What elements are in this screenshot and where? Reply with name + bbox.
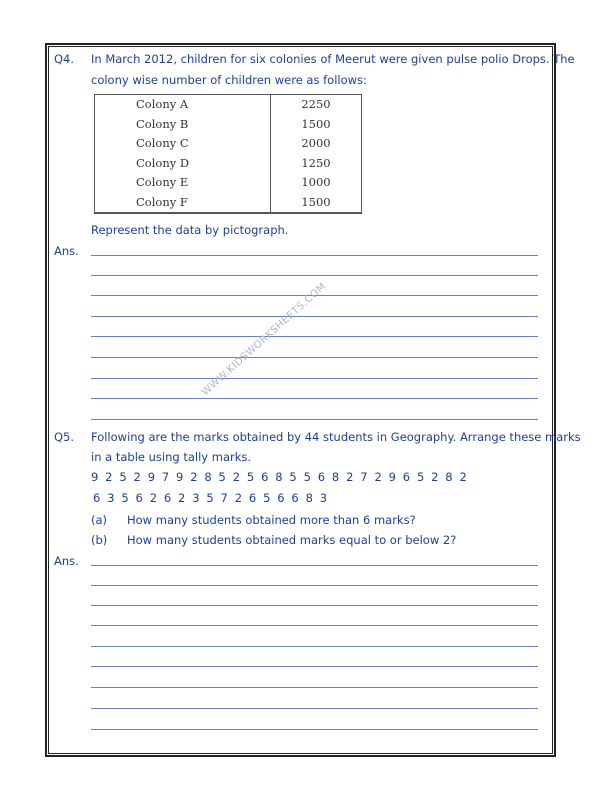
children-count-cell: 2250 — [301, 97, 331, 112]
table-row — [95, 115, 362, 135]
table-row — [95, 193, 362, 214]
q5-data-row1: 9 2 5 2 9 7 9 2 8 5 2 5 6 8 5 5 6 8 2 7 2 9 6 5 2 8 2 — [91, 470, 469, 484]
answer-line — [91, 585, 538, 586]
answer-line — [91, 336, 538, 337]
colony-table — [94, 94, 362, 214]
children-count-cell: 1250 — [301, 155, 331, 170]
q5-part-a-text: How many students obtained more than 6 marks? — [127, 513, 416, 527]
answer-line — [91, 605, 538, 606]
answer-line — [91, 255, 538, 256]
table-row — [95, 173, 362, 193]
table-row — [95, 95, 362, 115]
answer-line — [91, 666, 538, 667]
answer-line — [91, 357, 538, 358]
colony-name-cell: Colony F — [95, 193, 271, 214]
children-count-cell: 1500 — [301, 194, 331, 209]
colony-name-cell: Colony E — [95, 173, 271, 193]
q5-ans-label: Ans. — [54, 554, 79, 568]
colony-name-cell: Colony A — [95, 95, 271, 115]
q5-number: Q5. — [54, 430, 75, 444]
answer-line — [91, 398, 538, 399]
q4-text-line1: In March 2012, children for six colonies of Meerut were given pulse polio Drops. The — [91, 52, 575, 66]
colony-name-cell: Colony C — [95, 134, 271, 154]
table-row — [95, 134, 362, 154]
q4-number: Q4. — [54, 52, 75, 66]
answer-line — [91, 316, 538, 317]
q5-part-b-text: How many students obtained marks equal to or below 2? — [127, 533, 457, 547]
answer-line — [91, 378, 538, 379]
q5-text-line2: in a table using tally marks. — [91, 450, 252, 464]
colony-name-cell: Colony D — [95, 154, 271, 174]
answer-line — [91, 565, 538, 566]
q5-text-line1: Following are the marks obtained by 44 students in Geography. Arrange these marks — [91, 430, 581, 444]
answer-line — [91, 419, 538, 420]
q4-ans-label: Ans. — [54, 244, 79, 258]
q5-part-a-label: (a) — [91, 513, 108, 527]
answer-line — [91, 275, 538, 276]
children-count-cell: 1500 — [301, 116, 331, 131]
answer-line — [91, 687, 538, 688]
children-count-cell: 2000 — [301, 136, 331, 151]
colony-name-cell: Colony B — [95, 115, 271, 135]
q4-instruction: Represent the data by pictograph. — [91, 223, 289, 237]
q4-text-line2: colony wise number of children were as follows: — [91, 73, 367, 87]
table-row — [95, 154, 362, 174]
q5-part-b-label: (b) — [91, 533, 108, 547]
children-count-cell: 1000 — [301, 175, 331, 190]
watermark: WWW.KIDSWORKSHEETS.COM — [200, 280, 329, 399]
q5-data-row2: 6 3 5 6 2 6 2 3 5 7 2 6 5 6 6 8 3 — [93, 491, 329, 505]
answer-line — [91, 646, 538, 647]
answer-line — [91, 729, 538, 730]
answer-line — [91, 625, 538, 626]
answer-line — [91, 708, 538, 709]
